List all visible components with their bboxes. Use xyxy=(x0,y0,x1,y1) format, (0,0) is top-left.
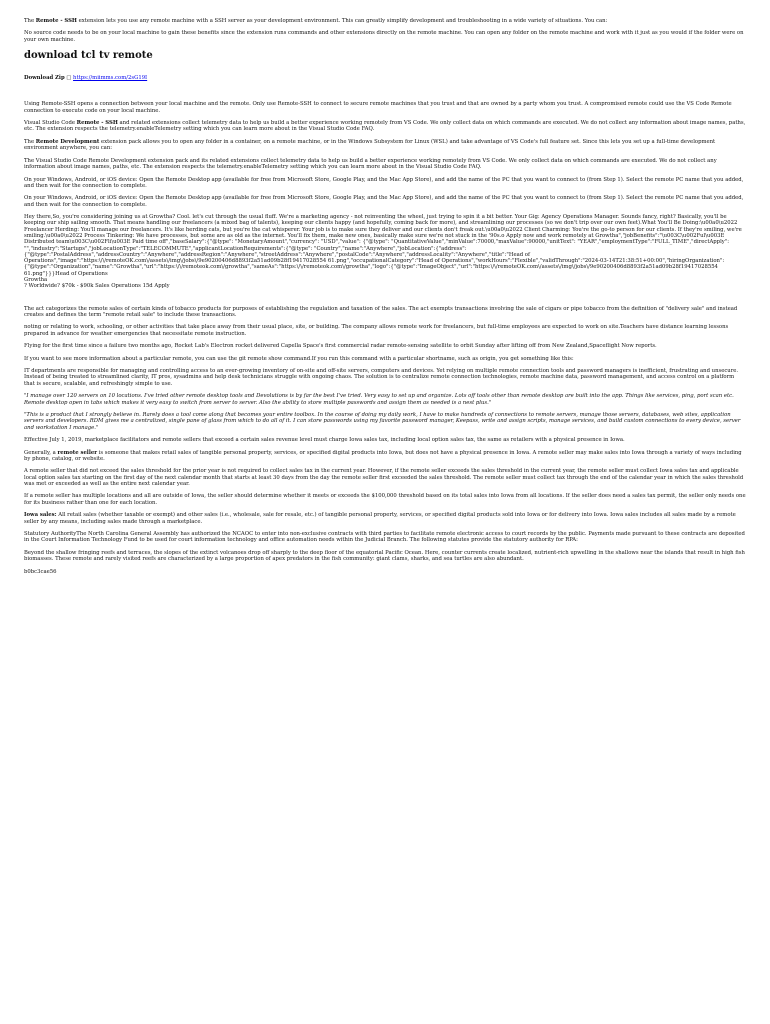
paragraph-remote-desktop-1: On your Windows, Android, or iOS device: Open the Remote Desktop app (available for free from Microsoft Store, Google Play, and the Mac App Store), and add the name of the PC that you want to connect to (from Step 1). Select the remote PC name that you added, and then wait for the connection to complete. xyxy=(24,176,744,189)
paragraph-remote-development: The Remote Development extension pack allows you to open any folder in a container, on a remote machine, or in the Windows Subsystem for Linux (WSL) and take advantage of VS Code's full feature set. Since this lets you set up a full-time development environment anywhere, you can: xyxy=(24,138,716,152)
paragraph-remote-seller: Generally, a remote seller is someone that makes retail sales of tangible personal property, services, or specified digital products into Iowa, but does not have a physical presence in Iowa. A remote seller may make sales into Iowa through a variety of ways including by phone, catalog, or website. xyxy=(24,449,742,462)
paragraph-rocket-lab: Flying for the first time since a failure two months ago, Rocket Lab's Electron rocket delivered Capella Space's first commercial radar remote-sensing satellite to orbit Sunday after lifting off from New Zealand,Spaceflight Now reports. xyxy=(24,343,657,350)
paragraph-tobacco-act: The act categorizes the remote sales of certain kinds of tobacco products for purposes of establishing the regulation and taxation of the sales. The act exempts transactions involving the sale of cigars or pipe tobacco from the definition of "delivery sale" and instead creates and defines the term "remote retail sale" to include these transactions. xyxy=(24,305,738,318)
footer-hash: b0bc3cae56 xyxy=(24,568,57,575)
paragraph-iowa-effective: Effective July 1, 2019, marketplace facilitators and remote sellers that exceed a certain sales revenue level must charge Iowa sales tax, including local option sales tax, the same as retailers with a physical presence in Iowa. xyxy=(24,437,625,444)
paragraph-job-posting: Hey there,So, you're considering joining us at Growtha? Cool. let's cut through the usual fluff. We're a marketing agency - not reinventing the wheel, just trying to spin it a bit better. Your Gig: Agency Operations Manager. Sounds fancy, right? Basically, you'll be keeping our ship sailing smooth. That means handling our freelancers (a mixed bag of talents), keeping our clients happy (and hopefully, coming back for more), and streamlining our processes (so we don't trip over our own feet).What You'll Be Doing:\u00a0\u2022 Freelancer Herding: You'll manage our freelancers. It's like herding cats, but you're the cat whisperer. Your job is to make sure they deliver and our clients don't freak out.\u00a0\u2022 Client Charming: You're the go-to person for our clients. If they're smiling, we're smiling.\u00a0\u2022 Process Tinkering: We have processes, but some are as old as the internet. You'll fix them, make new ones, basically make sure we're not stuck in the '90s.o Apply now and work remotely at Growtha","jobBenefits":"\u003C\u002Ful\u003E Distributed team\u003C\u002Fli\u003E Paid time off","baseSalary":{"@type": "MonetaryAmount","currency": "USD","value": {"@type": "QuantitativeValue","minValue":70000,"maxValue":90000,"unitText": "YEAR","employmentType":"FULL_TIME","directApply": "","industry":"Startups","jobLocationType":"TELECOMMUTE","applicantLocationRequirements":{"@type": "Country","name":"Anywhere","jobLocation":{"address":{"@type":"PostalAddress","addressCountry":"Anywhere","addressRegion":"Anywhere","streetAddress":"Anywhere","postalCode":"Anywhere","addressLocality":"Anywhere","title":"Head of Operations","image":"https:\/\/remoteOK.com\/assets\/img\/jobs\/9e90200406d8893f2a51ad09b28f19417028554 61.png","occupationalCategory":"Head of Operations","workHours":"Flexible","validThrough":"2024-03-14T21:38:51+00:00","hiringOrganization":{"@type":"Organization","name":"Growtha","url":"https:\/\/remoteok.com\/growtha","sameAs":"https:\/\/remoteok.com\/growtha","logo":{"@type":"ImageObject","url":"https:\/\/remoteOK.com\/assets\/img\/jobs\/9e90200406d8893f2a51ad09b28f19417028554 61.png"}}}Head of Operations xyxy=(24,214,742,277)
paragraph-reefs: Beyond the shallow fringing reefs and terraces, the slopes of the extinct volcanoes drop off sharply to the deep floor of the equatorial Pacific Ocean. Here, counter currents create localized, nutrient-rich upwelling in the shallows near the islands that result in high fish biomasses. These remote and rarely visited reefs are characterized by a large proportion of apex predators in the fish community: giant clams, sharks, and sea turtles are also abundant. xyxy=(24,549,745,563)
intro-paragraph-1: The Remote - SSH extension lets you use any remote machine with a SSH server as your development environment. This can greatly simplify development and troubleshooting in a wide variety of situations. You can: xyxy=(24,18,608,24)
job-company: Growtha xyxy=(24,277,48,284)
paragraph-telemetry-ssh: Visual Studio Code Remote - SSH and related extensions collect telemetry data to help us build a better experience working remotely from VS Code. We only collect data on which commands are executed. We do not collect any information about image names, paths, etc. The extension respects the telemetry.enableTelemetry setting which you can learn more about in the Visual Studio Code FAQ. xyxy=(24,120,746,133)
remote-ssh-term: Remote - SSH xyxy=(35,18,77,24)
intro-paragraph-2: No source code needs to be on your local machine to gain these benefits since the extension runs commands and other extensions directly on the remote machine. You can open any folder on the remote machine and work with it just as you would if the folder were on your own machine. xyxy=(24,30,744,43)
paragraph-telemetry-pack: The Visual Studio Code Remote Development extension pack and its related extensions collect telemetry data to help us build a better experience working remotely from VS Code. We only collect data on which commands are executed. We do not collect any information about image names, paths, etc. The extension respects the telemetry.enableTelemetry setting which you can learn more about in the Visual Studio Code FAQ. xyxy=(24,157,717,171)
paragraph-remote-ssh-security: Using Remote-SSH opens a connection between your local machine and the remote. Only use Remote-SSH to connect to secure remote machines that you trust and that are owned by a party whom you trust. A compromised remote could use the VS Code Remote connection to execute code on your local machine. xyxy=(24,101,732,114)
paragraph-iowa-sales: Iowa sales: All retail sales (whether taxable or exempt) and other sales (i.e., wholesale, sale for resale, etc.) of tangible personal property, services, or specified digital products sold into Iowa or for delivery into Iowa. Iowa sales includes all sales made by a remote seller by any means, including sales made through a marketplace. xyxy=(24,512,736,525)
box-icon: □ xyxy=(66,75,72,82)
paragraph-remote-work: noting or relating to work, schooling, or other activities that take place away from their usual place, site, or building. The company allows remote work for freelancers, but full-time employees are expected to work on site.Teachers have distance learning lessons prepared in advance for weather emergencies that necessitate remote instruction. xyxy=(24,324,729,337)
testimonial-2: "This is a product that I strongly believe in. Rarely does a tool come along that becomes your entire toolbox. In the course of doing my daily work, I have to make hundreds of connections to remote servers, manage those servers, databases, web sites, application servers and developers. RDM gives me a centralized, single pane of glass from which to do all of it. I can store passwords using my favorite password manager, Keepass, write and assign scripts, manage services, and build custom connections to every device, server and workstation I manage." xyxy=(24,412,741,431)
paragraph-statutory-authority: Statutory AuthorityThe North Carolina General Assembly has authorized the NCAOC to enter into non-exclusive contracts with third parties to facilitate remote electronic access to court records by the public. Payments made pursuant to these contracts are deposited in the Court Information Technology Fund to be used for court information technology and office automation needs within the Judicial Branch. The following statutes provide the statutory authority for RPA: xyxy=(24,531,745,544)
job-meta: ? Worldwide? $70k - $90k Sales Operations 15d Apply xyxy=(24,283,170,290)
paragraph-remote-desktop-2: On your Windows, Android, or iOS device: Open the Remote Desktop app (available for free from Microsoft Store, Google Play, and the Mac App Store), and add the name of the PC that you want to connect to (from Step 1). Select the remote PC name that you added, and then wait for the connection to complete. xyxy=(24,195,744,208)
download-line xyxy=(24,75,746,81)
testimonial-1: "I manage over 120 servers on 10 locations. I've tried other remote desktop tools and Devolutions is by far the best I've tried. Very easy to set up and organize. Lots off tools other than remote desktop are built into the app. Things like services, ping, port scan etc. Remote desktop open in tabs which makes it very easy to switch from server to server. Also the ability to store multiple passwords and assign them as needed is a nest plus." xyxy=(24,393,734,406)
paragraph-git-remote: If you want to see more information about a particular remote, you can use the git remote show command.If you run this command with a particular shortname, such as origin, you get something like this: xyxy=(24,355,574,362)
paragraph-multiple-locations: If a remote seller has multiple locations and all are outside of Iowa, the seller should determine whether it meets or exceeds the $100,000 threshold based on its total sales into Iowa from all locations. If the seller does need a sales tax permit, the seller only needs one for its business rather than one for each location. xyxy=(24,493,746,506)
paragraph-sales-threshold: A remote seller that did not exceed the sales threshold for the prior year is not required to collect sales tax in the current year. However, if the remote seller exceeds the sales threshold in the current year, the remote seller must collect Iowa sales tax and applicable local option sales tax starting on the first day of the next calendar month that starts at least 30 days from the day the remote seller first exceeded the sales threshold. The remote seller must collect tax through the end of the calendar year in which the sales threshold was met or exceeded as well as the entire next calendar year. xyxy=(24,468,744,487)
page-title: download tcl tv remote xyxy=(24,50,153,62)
download-link[interactable]: https://miimms.com/2sG19I xyxy=(73,75,148,82)
download-label: Download Zip xyxy=(24,75,65,82)
paragraph-it-departments: IT departments are responsible for managing and controlling access to an ever-growing inventory of on-site and off-site servers, computers and devices. Yet relying on multiple remote connection tools and password managers is inefficient, frustrating and unsecure. Instead of being treated to streamlined clarity, IT pros, sysadmins and help desk technicians struggle with ongoing chaos. The solution is to centralize remote connection technologies, remote machine data, password management, and access control on a platform that is secure, scalable, and refreshingly simple to use. xyxy=(24,368,739,387)
